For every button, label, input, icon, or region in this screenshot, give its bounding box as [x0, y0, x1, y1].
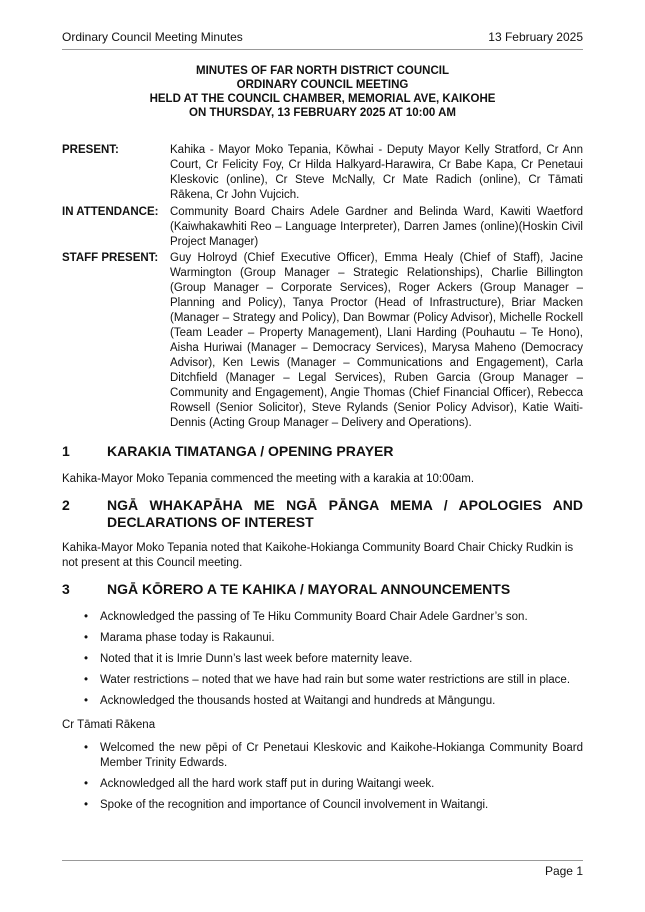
- list-item: • Spoke of the recognition and importance of Council involvement in Waitangi.: [84, 799, 489, 811]
- title-line: ON THURSDAY, 13 FEBRUARY 2025 AT 10:00 AM: [189, 107, 456, 119]
- list-item: • Welcomed the new pēpi of Cr Penetaui Kleskovic and Kaikohe-Hokianga Community Board Member Trinity Edwards.: [84, 742, 583, 769]
- section-2-body: Kahika-Mayor Moko Tepania noted that Kaikohe-Hokianga Community Board Chair Chicky Rudkin is not present at this Council meeting.: [62, 542, 574, 569]
- section-title-line-1: NGĀ WHAKAPĀHA ME NGĀ PĀNGA MEMA / APOLOGIES AND: [107, 497, 583, 513]
- page-header: [62, 30, 583, 48]
- header-document-title: Ordinary Council Meeting Minutes: [62, 30, 243, 44]
- section-title: NGĀ KŌRERO A TE KAHIKA / MAYORAL ANNOUNCEMENTS: [107, 581, 511, 597]
- staff-present-label: STAFF PRESENT:: [62, 252, 159, 264]
- list-item: • Marama phase today is Rakaunui.: [84, 632, 275, 644]
- title-line: ORDINARY COUNCIL MEETING: [236, 79, 409, 91]
- section-title: KARAKIA TIMATANGA / OPENING PRAYER: [107, 443, 394, 459]
- present-label: PRESENT:: [62, 144, 119, 156]
- section-number: 2: [62, 497, 70, 513]
- staff-present-text: Guy Holroyd (Chief Executive Officer), Emma Healy (Chief of Staff), Jacine Warmington (Group Manager – Strategic Relationships), Charlie Billington (Group Manager – Corporate Services), Roger Ackers (Group Manager – Planning and Policy), Tanya Proctor (Head of Infrastructure), Briar Macken (Manager – Strategy and Policy), Dan Bowmar (Policy Advisor), Michelle Rockell (Team Leader – Property Management), Llani Harding (Pouhautu – Te Hono), Aisha Huriwai (Manager – Democracy Services), Marysa Maheno (Democracy Advisor), Ken Lewis (Manager – Communications and Engagement), Carla Ditchfield (Manager – Legal Services), Ruben Garcia (Group Manager – Community and Engagement), Angie Thomas (Chief Financial Officer), Rebecca Rowsell (Senior Solicitor), Steve Rylands (Senior Policy Advisor), Katie Waiti-Dennis (Acting Group Manager – Delivery and Operations).: [170, 252, 583, 429]
- header-divider: [62, 49, 583, 50]
- speaker-remarks-list: [62, 741, 583, 819]
- in-attendance-block: [62, 205, 583, 250]
- bullet-icon: •: [84, 653, 89, 665]
- bullet-icon: •: [84, 611, 89, 623]
- minutes-title: [62, 64, 583, 120]
- header-date: 13 February 2025: [488, 30, 583, 44]
- in-attendance-label: IN ATTENDANCE:: [62, 206, 159, 218]
- section-1-body: Kahika-Mayor Moko Tepania commenced the meeting with a karakia at 10:00am.: [62, 473, 475, 485]
- list-item: • Acknowledged all the hard work staff put in during Waitangi week.: [84, 778, 435, 790]
- bullet-icon: •: [84, 674, 89, 686]
- bullet-icon: •: [84, 778, 89, 790]
- bullet-icon: •: [84, 695, 89, 707]
- speaker-name: Cr Tāmati Rākena: [62, 719, 156, 731]
- section-number: 3: [62, 581, 70, 597]
- bullet-icon: •: [84, 742, 89, 754]
- list-item: • Water restrictions – noted that we have had rain but some water restrictions are still in place.: [84, 674, 571, 686]
- section-1-heading: [62, 443, 583, 460]
- title-line: HELD AT THE COUNCIL CHAMBER, MEMORIAL AVE, KAIKOHE: [149, 93, 496, 105]
- mayoral-announcements-list: [62, 610, 583, 715]
- list-item: • Acknowledged the thousands hosted at Waitangi and hundreds at Māngungu.: [84, 695, 496, 707]
- section-3-heading: [62, 581, 583, 598]
- present-block: [62, 143, 583, 203]
- list-item: • Noted that it is Imrie Dunn’s last week before maternity leave.: [84, 653, 413, 665]
- section-2-heading: [62, 497, 583, 531]
- list-item: • Acknowledged the passing of Te Hiku Community Board Chair Adele Gardner’s son.: [84, 611, 528, 623]
- bullet-icon: •: [84, 632, 89, 644]
- bullet-icon: •: [84, 799, 89, 811]
- section-number: 1: [62, 443, 70, 459]
- footer-divider: [62, 860, 583, 861]
- present-text: Kahika - Mayor Moko Tepania, Kōwhai - Deputy Mayor Kelly Stratford, Cr Ann Court, Cr Felicity Foy, Cr Hilda Halkyard-Harawira, Cr Babe Kapa, Cr Penetaui Kleskovic (online), Cr Steve McNally, Cr Mate Radich (online), Cr Tāmati Rākena, Cr John Vujcich.: [170, 144, 583, 201]
- staff-present-block: [62, 251, 583, 431]
- page-number: Page 1: [544, 864, 583, 878]
- title-line: MINUTES OF FAR NORTH DISTRICT COUNCIL: [196, 65, 449, 77]
- section-title-line-2: DECLARATIONS OF INTEREST: [107, 514, 314, 530]
- in-attendance-text: Community Board Chairs Adele Gardner and Belinda Ward, Kawiti Waetford (Kaiwhakawhiti Reo – Language Interpreter), Darren James (online)(Hoskin Civil Project Manager): [170, 206, 583, 248]
